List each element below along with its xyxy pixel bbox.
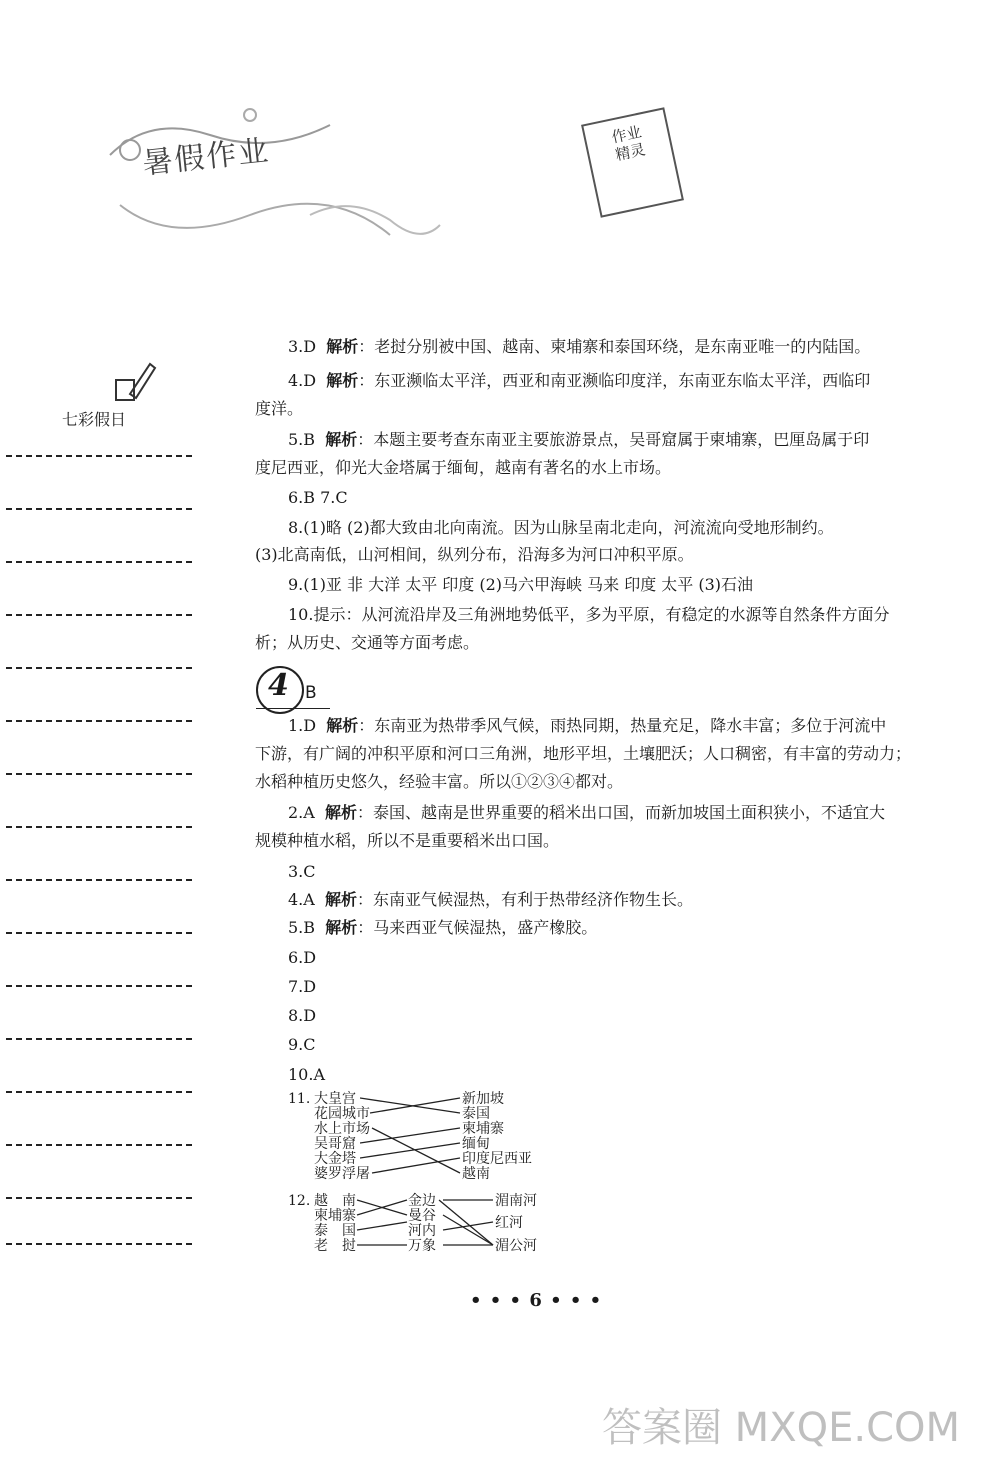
q12-left-item: 越 南 xyxy=(314,1193,356,1209)
q12-number: 12. xyxy=(288,1193,311,1209)
pencil-icon xyxy=(110,360,160,405)
writing-line xyxy=(6,1243,192,1245)
writing-line xyxy=(6,667,192,669)
writing-line xyxy=(6,932,192,934)
answer-line: 度尼西亚，仰光大金塔属于缅甸，越南有著名的水上市场。 xyxy=(255,458,672,477)
page-number: • • • 6 • • • xyxy=(470,1290,603,1311)
answer-line: 6.D xyxy=(288,948,317,967)
q11-right-item: 新加坡 xyxy=(462,1091,504,1107)
q11-right-item: 印度尼西亚 xyxy=(462,1151,532,1167)
banner-title: 暑假作业 xyxy=(140,133,272,182)
answer-line: 4.A 解析：东南亚气候湿热，有利于热带经济作物生长。 xyxy=(288,890,694,909)
q11-right-item: 泰国 xyxy=(462,1106,490,1122)
q12-middle-item: 河内 xyxy=(408,1223,436,1239)
writing-line xyxy=(6,985,192,987)
answer-line: 1.D 解析：东南亚为热带季风气候，雨热同期，热量充足，降水丰富；多位于河流中 xyxy=(288,716,887,735)
q11-connector-lines xyxy=(360,1090,464,1185)
answer-line: 7.D xyxy=(288,977,317,996)
q11-right-item: 缅甸 xyxy=(462,1136,490,1152)
q11-left-item: 花园城市 xyxy=(314,1106,370,1122)
q12-connector-lines xyxy=(355,1192,500,1254)
answer-line: 10.A xyxy=(288,1065,325,1084)
writing-line xyxy=(6,720,192,722)
writing-line xyxy=(6,614,192,616)
writing-line xyxy=(6,1144,192,1146)
answer-line: 10.提示：从河流沿岸及三角洲地势低平，多为平原，有稳定的水源等自然条件方面分 xyxy=(288,605,890,624)
answer-line: 4.D 解析：东亚濒临太平洋，西亚和南亚濒临印度洋，东南亚东临太平洋，西临印 xyxy=(288,371,871,390)
q12-middle-item: 金边 xyxy=(408,1193,436,1209)
watermark: 答案圈 MXQE.COM xyxy=(601,1405,960,1451)
answer-line: 析；从历史、交通等方面考虑。 xyxy=(255,633,480,652)
writing-line xyxy=(6,1091,192,1093)
q11-right-item: 柬埔寨 xyxy=(462,1121,504,1137)
q11-left-item: 吴哥窟 xyxy=(314,1136,356,1152)
answer-line: 2.A 解析：泰国、越南是世界重要的稻米出口国，而新加坡国土面积狭小，不适宜大 xyxy=(288,803,886,822)
q12-right-item: 红河 xyxy=(495,1215,523,1231)
q12-left-item: 老 挝 xyxy=(314,1238,356,1254)
answer-line: (3)北高南低，山河相间，纵列分布，沿海多为河口冲积平原。 xyxy=(255,545,694,564)
answer-line: 规模种植水稻，所以不是重要稻米出口国。 xyxy=(255,831,560,850)
writing-line xyxy=(6,1038,192,1040)
writing-line xyxy=(6,1197,192,1199)
answer-line: 8.D xyxy=(288,1006,317,1025)
writing-line xyxy=(6,879,192,881)
q11-left-item: 大金塔 xyxy=(314,1151,356,1167)
q11-number: 11. xyxy=(288,1091,311,1107)
answer-line: 度洋。 xyxy=(255,399,304,418)
answer-line: 水稻种植历史悠久，经验丰富。所以①②③④都对。 xyxy=(255,772,624,791)
section-number: 4 xyxy=(268,668,289,703)
answer-line: 3.D 解析：老挝分别被中国、越南、柬埔寨和泰国环绕，是东南亚唯一的内陆国。 xyxy=(288,337,871,356)
banner-ornament xyxy=(90,95,450,275)
answer-line: 3.C xyxy=(288,862,316,881)
q12-middle-item: 万象 xyxy=(408,1238,436,1254)
writing-line xyxy=(6,455,192,457)
answer-line: 6.B 7.C xyxy=(288,488,348,507)
section-letter: B xyxy=(305,683,317,703)
q12-left-item: 泰 国 xyxy=(314,1223,356,1239)
q12-right-item: 湄公河 xyxy=(495,1238,537,1254)
q11-left-item: 大皇宫 xyxy=(314,1091,356,1107)
sidebar-label: 七彩假日 xyxy=(62,410,127,429)
writing-line xyxy=(6,508,192,510)
answer-line: 8.(1)略 (2)都大致由北向南流。因为山脉呈南北走向，河流流向受地形制约。 xyxy=(288,518,834,537)
writing-line xyxy=(6,561,192,563)
writing-line xyxy=(6,773,192,775)
q11-left-item: 婆罗浮屠 xyxy=(314,1166,370,1182)
section-underline xyxy=(256,708,330,709)
q11-right-item: 越南 xyxy=(462,1166,490,1182)
stamp-logo: 作业 精灵 xyxy=(581,107,684,218)
answer-line: 9.(1)亚 非 大洋 太平 印度 (2)马六甲海峡 马来 印度 太平 (3)石油 xyxy=(288,575,754,594)
writing-line xyxy=(6,826,192,828)
q12-left-item: 柬埔寨 xyxy=(314,1208,356,1224)
answer-line: 9.C xyxy=(288,1035,316,1054)
q11-left-item: 水上市场 xyxy=(314,1121,370,1137)
answer-line: 5.B 解析：本题主要考查东南亚主要旅游景点，吴哥窟属于柬埔寨，巴厘岛属于印 xyxy=(288,430,870,449)
answer-line: 5.B 解析：马来西亚气候湿热，盛产橡胶。 xyxy=(288,918,598,937)
answer-line: 下游，有广阔的冲积平原和河口三角洲，地形平坦，土壤肥沃；人口稠密，有丰富的劳动力； xyxy=(255,744,912,763)
q12-right-item: 湄南河 xyxy=(495,1193,537,1209)
q12-middle-item: 曼谷 xyxy=(408,1208,436,1224)
